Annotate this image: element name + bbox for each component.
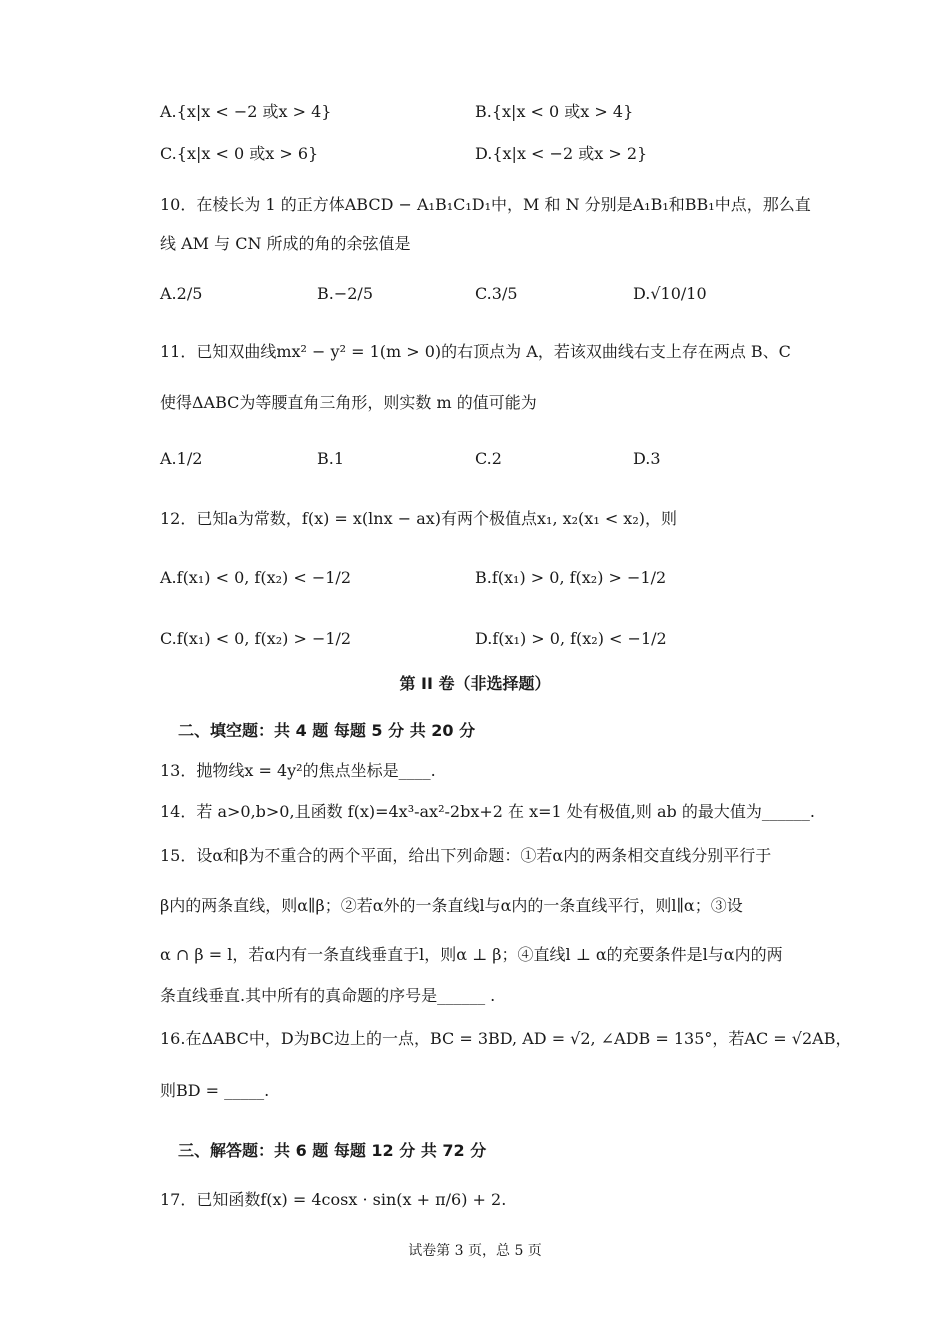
q15-line3: α ∩ β = l，若α内有一条直线垂直于l，则α ⊥ β；④直线l ⊥ α的充要条件是l与α内的两 [160, 945, 783, 964]
q9-option-b: B.{x|x < 0 或x > 4} [475, 102, 634, 121]
q17-text: 17．已知函数f(x) = 4cosx · sin(x + π/6) + 2. [160, 1190, 507, 1209]
q11-option-c: C.2 [475, 449, 502, 468]
q11-stem-line1: 11．已知双曲线mx² − y² = 1(m > 0)的右顶点为 A，若该双曲线右支上存在两点 B、C [160, 342, 791, 361]
q15-line2: β内的两条直线，则α∥β；②若α外的一条直线l与α内的一条直线平行，则l∥α；③设 [160, 896, 743, 915]
q13-text: 13．抛物线x = 4y²的焦点坐标是____. [160, 761, 436, 780]
part3-header: 三、解答题：共 6 题 每题 12 分 共 72 分 [178, 1141, 487, 1160]
q12-option-a: A.f(x₁) < 0, f(x₂) < −1/2 [160, 568, 351, 587]
q10-option-b: B.−2/5 [317, 284, 373, 303]
q10-option-a: A.2/5 [160, 284, 203, 303]
q16-line2: 则BD = _____. [160, 1081, 270, 1100]
q10-stem-line2: 线 AM 与 CN 所成的角的余弦值是 [160, 234, 411, 253]
q9-option-a: A.{x|x < −2 或x > 4} [160, 102, 332, 121]
q14-text: 14．若 a>0,b>0,且函数 f(x)=4x³-ax²-2bx+2 在 x=1 处有极值,则 ab 的最大值为______. [160, 802, 815, 821]
q15-line1: 15．设α和β为不重合的两个平面，给出下列命题：①若α内的两条相交直线分别平行于 [160, 846, 772, 865]
q15-line4: 条直线垂直.其中所有的真命题的序号是______ . [160, 986, 496, 1005]
q11-option-b: B.1 [317, 449, 345, 468]
q10-stem-line1: 10．在棱长为 1 的正方体ABCD − A₁B₁C₁D₁中，M 和 N 分别是A₁B₁和BB₁中点，那么直 [160, 195, 811, 214]
section2-title: 第 II 卷（非选择题） [399, 674, 551, 693]
q10-option-d: D.√10/10 [633, 284, 707, 303]
q9-option-d: D.{x|x < −2 或x > 2} [475, 144, 648, 163]
q9-option-c: C.{x|x < 0 或x > 6} [160, 144, 319, 163]
q11-stem-line2: 使得ΔABC为等腰直角三角形，则实数 m 的值可能为 [160, 393, 537, 412]
q10-option-c: C.3/5 [475, 284, 518, 303]
part2-header: 二、填空题：共 4 题 每题 5 分 共 20 分 [178, 721, 476, 740]
q11-option-a: A.1/2 [160, 449, 203, 468]
q12-option-c: C.f(x₁) < 0, f(x₂) > −1/2 [160, 629, 352, 648]
page-footer: 试卷第 3 页，总 5 页 [408, 1243, 542, 1259]
q12-option-d: D.f(x₁) > 0, f(x₂) < −1/2 [475, 629, 667, 648]
q12-option-b: B.f(x₁) > 0, f(x₂) > −1/2 [475, 568, 667, 587]
q11-option-d: D.3 [633, 449, 661, 468]
q12-stem: 12．已知a为常数，f(x) = x(lnx − ax)有两个极值点x₁, x₂(x₁ < x₂)，则 [160, 509, 677, 528]
q16-line1: 16.在ΔABC中，D为BC边上的一点，BC = 3BD, AD = √2, ∠ADB = 135°，若AC = √2AB， [160, 1029, 852, 1048]
